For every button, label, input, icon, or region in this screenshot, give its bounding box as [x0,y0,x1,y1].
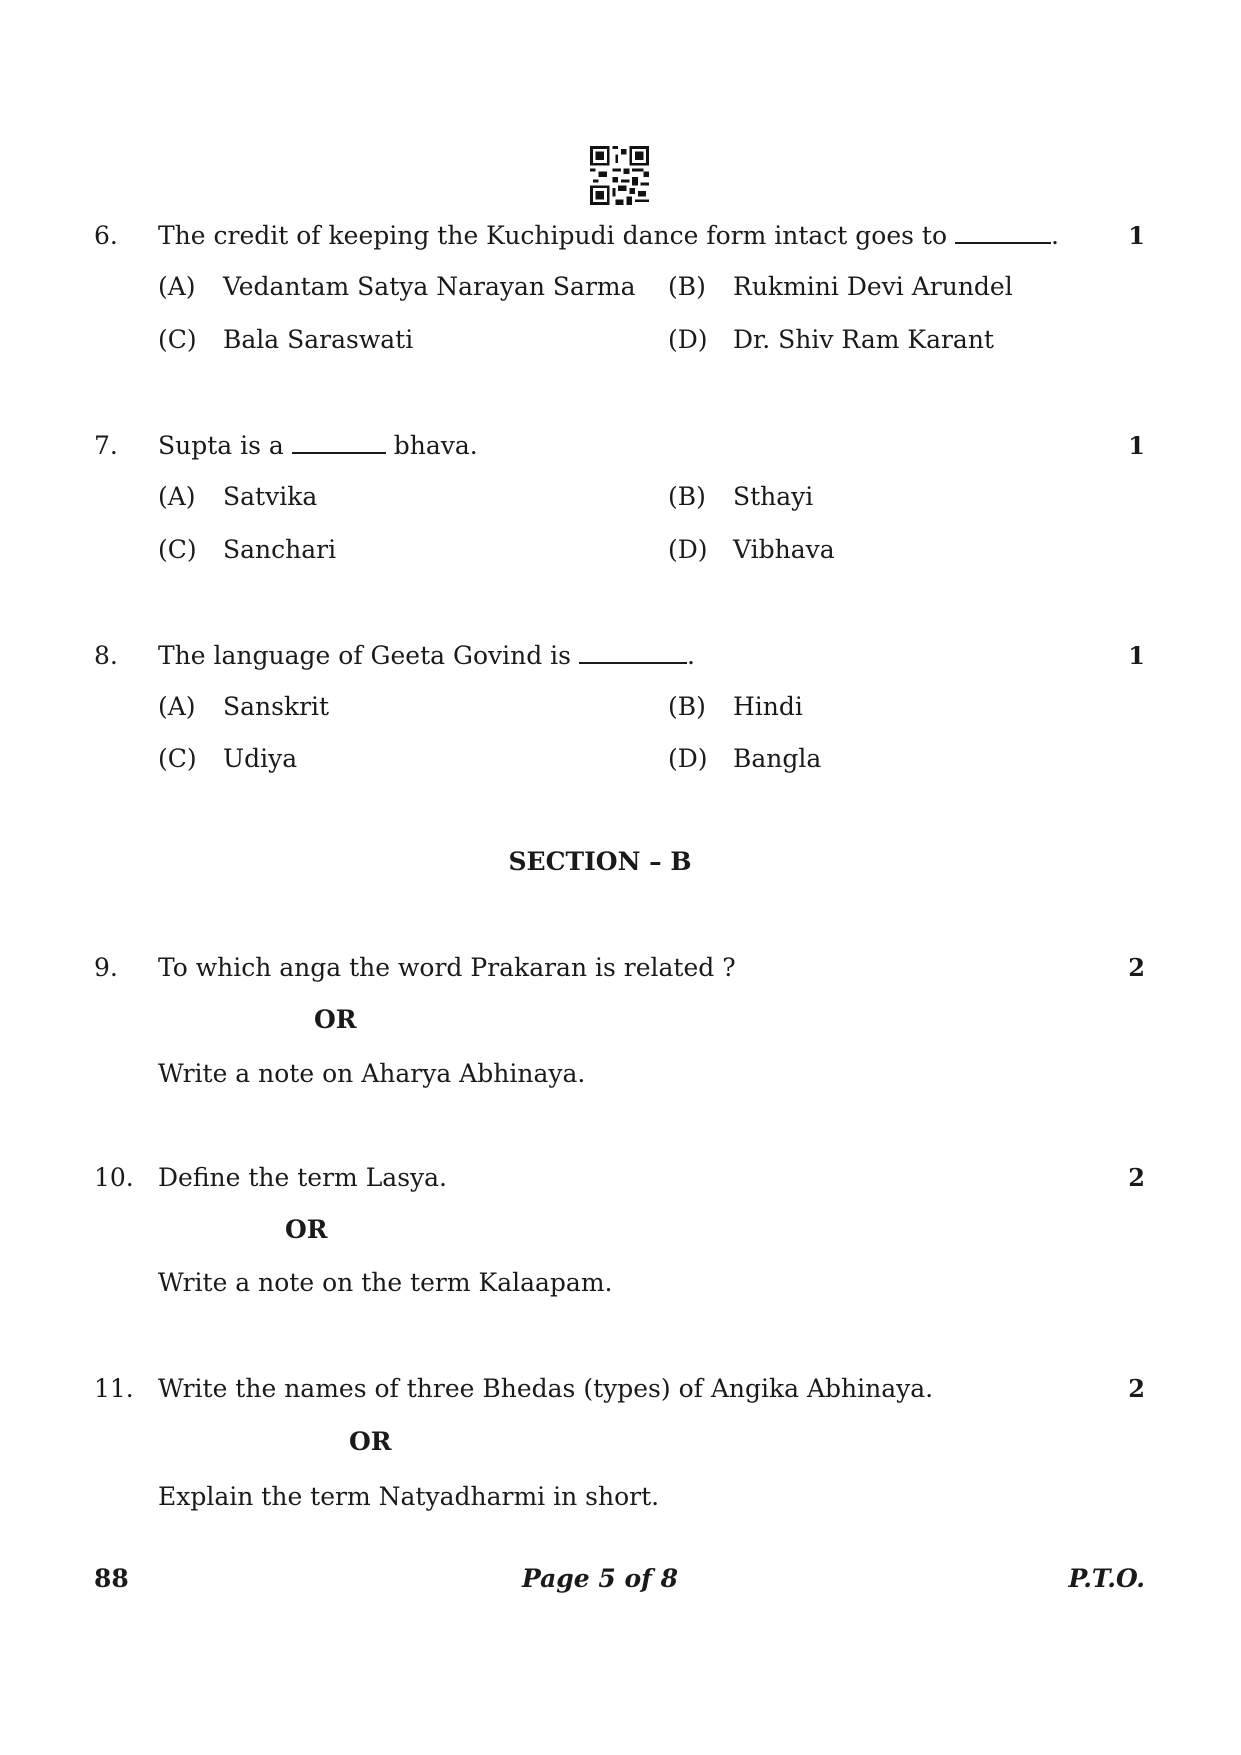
question-number: 10. [94,1163,134,1192]
option-text: Satvika [223,482,318,511]
question-text-before: The language of Geeta Govind is [158,641,572,670]
option-text: Vedantam Satya Narayan Sarma [223,272,636,301]
option-label: (A) [158,692,196,721]
page-number: Page 5 of 8 [521,1564,679,1593]
question-number: 9. [94,953,118,982]
answer-blank [292,430,386,454]
question-marks: 1 [1128,641,1145,670]
question-text: Write the names of three Bhedas (types) of Angika Abhinaya. [158,1374,934,1403]
option-text: Sanchari [223,535,337,564]
question-marks: 1 [1128,431,1145,460]
option-label: (D) [668,325,708,354]
option-text: Sthayi [733,482,814,511]
option-text: Bangla [733,744,822,773]
answer-blank [579,640,687,664]
question-text-after: . [1050,221,1059,250]
question-text-before: The credit of keeping the Kuchipudi dance form intact goes to [158,221,947,250]
option-text: Rukmini Devi Arundel [733,272,1013,301]
question-number: 7. [94,431,118,460]
question-number: 8. [94,641,118,670]
option-label: (A) [158,272,196,301]
question-marks: 2 [1128,1163,1145,1192]
answer-blank [955,220,1051,244]
option-text: Vibhava [733,535,835,564]
option-text: Dr. Shiv Ram Karant [733,325,994,354]
option-label: (C) [158,325,197,354]
option-label: (B) [668,482,706,511]
question-text [158,640,695,672]
question-alternative: Explain the term Natyadharmi in short. [158,1482,660,1511]
question-text-after: bhava. [393,431,478,460]
question-text: To which anga the word Prakaran is related ? [158,953,736,982]
option-text: Bala Saraswati [223,325,414,354]
question-number: 6. [94,221,118,250]
option-label: (B) [668,692,706,721]
option-label: (D) [668,535,708,564]
option-label: (B) [668,272,706,301]
question-number: 11. [94,1374,134,1403]
question-text-after: . [686,641,695,670]
option-label: (A) [158,482,196,511]
question-marks: 2 [1128,1374,1145,1403]
option-text: Sanskrit [223,692,330,721]
or-separator: OR [349,1427,392,1456]
question-text [158,220,1059,252]
option-label: (D) [668,744,708,773]
option-text: Hindi [733,692,803,721]
question-alternative: Write a note on Aharya Abhinaya. [158,1059,586,1088]
section-heading: SECTION – B [508,847,692,876]
qr-code [590,146,649,205]
paper-code: 88 [94,1564,129,1593]
question-text [158,430,478,462]
question-marks: 2 [1128,953,1145,982]
or-separator: OR [314,1005,357,1034]
question-text-before: Supta is a [158,431,284,460]
option-label: (C) [158,535,197,564]
pto-label: P.T.O. [1068,1564,1145,1593]
option-label: (C) [158,744,197,773]
question-text: Define the term Lasya. [158,1163,448,1192]
or-separator: OR [285,1215,328,1244]
question-alternative: Write a note on the term Kalaapam. [158,1268,613,1297]
option-text: Udiya [223,744,298,773]
question-marks: 1 [1128,221,1145,250]
